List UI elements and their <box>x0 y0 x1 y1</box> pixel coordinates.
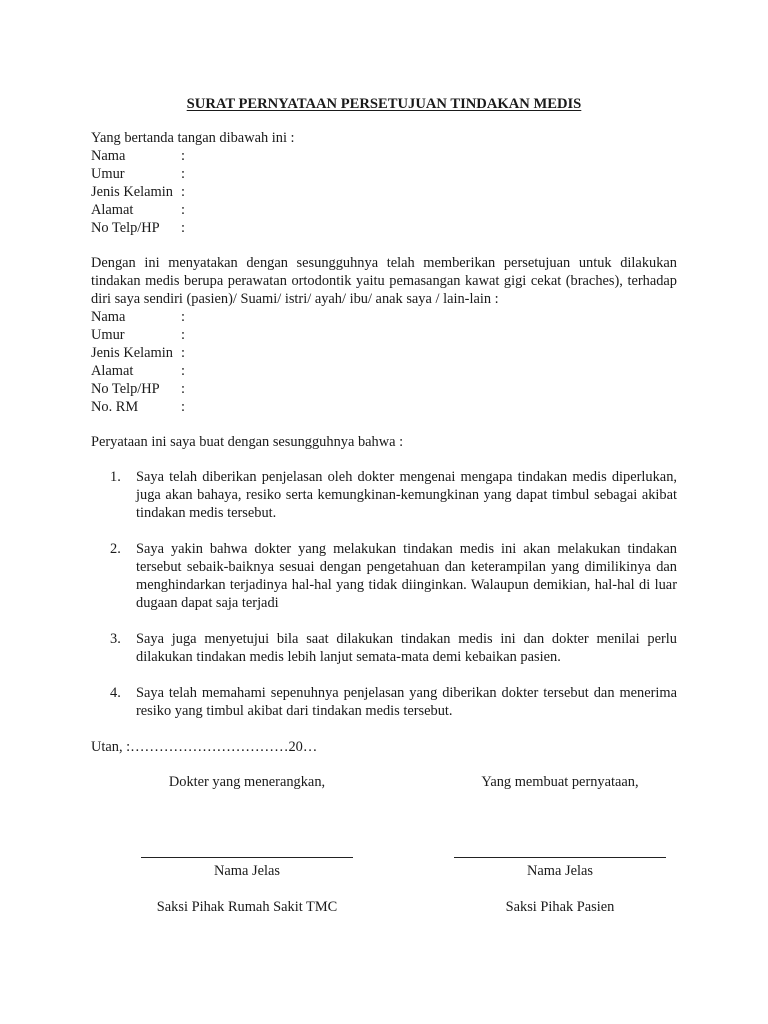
field-colon: : <box>181 148 185 164</box>
item-number: 4. <box>110 685 121 701</box>
signer-fields <box>91 147 677 237</box>
field-label: No Telp/HP <box>91 220 160 236</box>
field-colon: : <box>181 184 185 200</box>
field-row <box>91 380 677 398</box>
field-label: Alamat <box>91 363 134 379</box>
patient-signature-line <box>454 857 666 858</box>
doctor-role-label: Dokter yang menerangkan, <box>168 774 326 790</box>
field-colon: : <box>181 345 185 361</box>
doctor-name-label: Nama Jelas <box>214 863 280 879</box>
field-colon: : <box>181 381 185 397</box>
field-row <box>91 201 677 219</box>
field-label: No Telp/HP <box>91 381 160 397</box>
document-title: SURAT PERNYATAAN PERSETUJUAN TINDAKAN MEDIS <box>186 96 582 112</box>
field-colon: : <box>181 309 185 325</box>
field-colon: : <box>181 220 185 236</box>
field-label: Alamat <box>91 202 134 218</box>
place-date-line: Utan, :……………………………20… <box>91 739 318 755</box>
field-colon: : <box>181 363 185 379</box>
field-colon: : <box>181 399 185 415</box>
doctor-signature-line <box>141 857 353 858</box>
field-colon: : <box>181 327 185 343</box>
field-label: Umur <box>91 327 125 343</box>
statement-intro: Peryataan ini saya buat dengan sesungguhnya bahwa : <box>91 434 404 450</box>
field-row <box>91 165 677 183</box>
field-row <box>91 219 677 237</box>
field-row <box>91 147 677 165</box>
field-row <box>91 183 677 201</box>
field-colon: : <box>181 166 185 182</box>
item-number: 3. <box>110 631 121 647</box>
statement-item <box>110 630 677 666</box>
item-number: 2. <box>110 541 121 557</box>
item-text: Saya juga menyetujui bila saat dilakukan tindakan medis ini dan dokter menilai perlu dilakukan tindakan medis lebih lanjut semata-mata demi kebaikan pasien. <box>136 631 677 665</box>
statement-item <box>110 468 677 522</box>
field-label: Umur <box>91 166 125 182</box>
field-label: Jenis Kelamin <box>91 345 173 361</box>
field-label: Nama <box>91 309 126 325</box>
statement-item <box>110 540 677 612</box>
patient-fields <box>91 308 677 416</box>
field-row <box>91 308 677 326</box>
item-text: Saya telah diberikan penjelasan oleh dokter mengenai mengapa tindakan medis diperlukan, juga akan bahaya, resiko serta kemungkinan-kemungkinan yang dapat timbul sebagai akibat tindakan medis tersebut. <box>136 469 677 521</box>
item-text: Saya telah memahami sepenuhnya penjelasan yang diberikan dokter tersebut dan menerima resiko yang timbul akibat dari tindakan medis tersebut. <box>136 685 677 719</box>
field-row <box>91 362 677 380</box>
field-label: Nama <box>91 148 126 164</box>
patient-witness-label: Saksi Pihak Pasien <box>505 899 615 915</box>
field-label: Jenis Kelamin <box>91 184 173 200</box>
hospital-witness-label: Saksi Pihak Rumah Sakit TMC <box>156 899 338 915</box>
statement-item <box>110 684 677 720</box>
field-row <box>91 398 677 416</box>
patient-name-label: Nama Jelas <box>527 863 593 879</box>
item-number: 1. <box>110 469 121 485</box>
item-text: Saya yakin bahwa dokter yang melakukan tindakan medis ini akan melakukan tindakan tersebut sebaik-baiknya sesuai dengan pengetahuan dan keterampilan yang dimilikinya dan menghindarkan terjadinya hal-hal yang tidak diinginkan. Walaupun demikian, hal-hal di luar dugaan dapat saja terjadi <box>136 541 677 611</box>
consent-paragraph: Dengan ini menyatakan dengan sesungguhnya telah memberikan persetujuan untuk dilakukan tindakan medis berupa perawatan ortodontik yaitu pemasangan kawat gigi cekat (braches), terhadap diri saya sendiri (pasien)/ Suami/ istri/ ayah/ ibu/ anak saya / lain-lain : <box>91 255 677 307</box>
field-label: No. RM <box>91 399 139 415</box>
field-colon: : <box>181 202 185 218</box>
intro-line: Yang bertanda tangan dibawah ini : <box>91 130 295 146</box>
field-row <box>91 326 677 344</box>
patient-role-label: Yang membuat pernyataan, <box>481 774 639 790</box>
field-row <box>91 344 677 362</box>
